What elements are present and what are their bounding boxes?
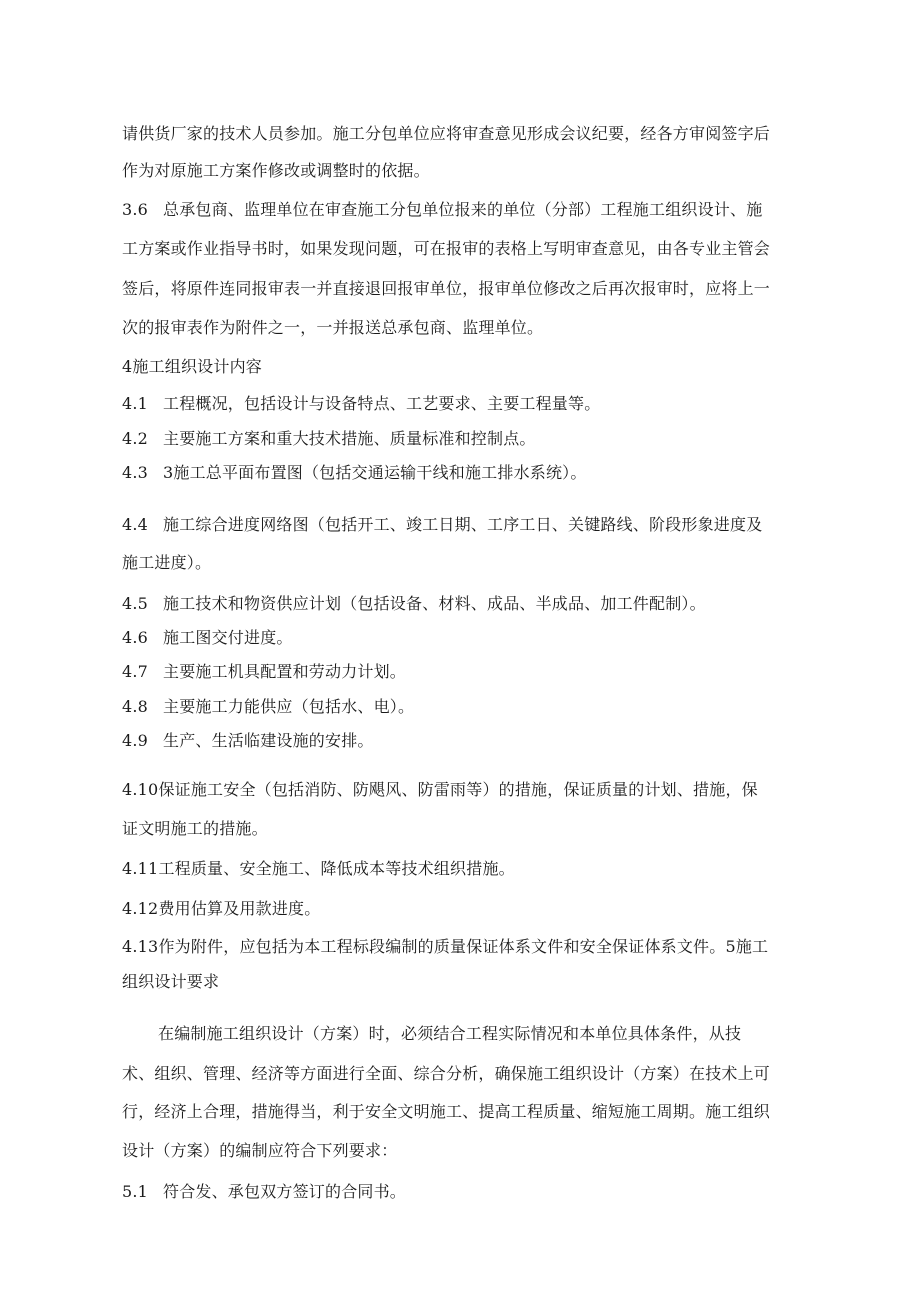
list-item bbox=[122, 515, 812, 535]
paragraph-line: 设计（方案）的编制应符合下列要求： bbox=[122, 1141, 398, 1160]
item-text: 工程概况，包括设计与设备特点、工艺要求、主要工程量等。 bbox=[163, 394, 601, 413]
item-number: 4.10 bbox=[122, 780, 159, 799]
item-number: 4.7 bbox=[122, 662, 149, 681]
paragraph-line: 术、组织、管理、经济等方面进行全面、综合分析，确保施工组织设计（方案）在技术上可 bbox=[122, 1064, 771, 1083]
item-number: 4.3 bbox=[122, 463, 149, 482]
item-number: 5.1 bbox=[122, 1182, 149, 1201]
item-text: 生产、生活临建设施的安排。 bbox=[163, 731, 374, 750]
paragraph-line: 施工进度）。 bbox=[122, 553, 212, 572]
section-text: 总承包商、监理单位在审查施工分包单位报来的单位（分部）工程施工组织设计、施 bbox=[163, 200, 763, 219]
item-text: 作为附件，应包括为本工程标段编制的质量保证体系文件和安全保证体系文件。5施工 bbox=[158, 937, 769, 956]
list-item bbox=[122, 697, 812, 717]
paragraph-line: 在编制施工组织设计（方案）时，必须结合工程实际情况和本单位具体条件，从技 bbox=[158, 1024, 742, 1043]
item-number: 4.11 bbox=[122, 859, 159, 878]
item-number: 4.6 bbox=[122, 628, 149, 647]
item-text: 主要施工力能供应（包括水、电）。 bbox=[163, 697, 415, 716]
item-number: 4.13 bbox=[122, 937, 159, 956]
item-text: 施工综合进度网络图（包括开工、竣工日期、工序工日、关键路线、阶段形象进度及 bbox=[163, 515, 763, 534]
list-item bbox=[122, 731, 812, 751]
item-text: 施工图交付进度。 bbox=[163, 628, 293, 647]
item-text: 主要施工机具配置和劳动力计划。 bbox=[163, 662, 407, 681]
item-number: 4.8 bbox=[122, 697, 149, 716]
list-item bbox=[122, 463, 812, 483]
item-text: 施工技术和物资供应计划（包括设备、材料、成品、半成品、加工件配制）。 bbox=[163, 594, 706, 613]
item-text: 费用估算及用款进度。 bbox=[158, 899, 321, 918]
item-text: 3施工总平面布置图（包括交通运输干线和施工排水系统）。 bbox=[163, 463, 587, 482]
paragraph-line: 证文明施工的措施。 bbox=[122, 819, 268, 838]
item-text: 主要施工方案和重大技术措施、质量标准和控制点。 bbox=[163, 429, 536, 448]
item-number: 4.1 bbox=[122, 394, 149, 413]
list-item bbox=[122, 594, 812, 614]
list-item bbox=[122, 429, 812, 449]
paragraph-line: 次的报审表作为附件之一，一并报送总承包商、监理单位。 bbox=[122, 318, 544, 337]
list-item bbox=[122, 628, 812, 648]
item-number: 4.2 bbox=[122, 429, 149, 448]
paragraph-line: 签后，将原件连同报审表一并直接退回报审单位，报审单位修改之后再次报审时，应将上一 bbox=[122, 279, 771, 298]
list-item bbox=[122, 780, 812, 800]
section-number: 3.6 bbox=[122, 200, 149, 219]
list-item bbox=[122, 937, 812, 957]
section-heading: 4施工组织设计内容 bbox=[122, 357, 262, 376]
paragraph-line: 组织设计要求 bbox=[122, 972, 220, 991]
paragraph-line: 请供货厂家的技术人员参加。施工分包单位应将审查意见形成会议纪要，经各方审阅签字后 bbox=[122, 124, 771, 143]
paragraph-line: 作为对原施工方案作修改或调整时的依据。 bbox=[122, 161, 430, 180]
item-number: 4.9 bbox=[122, 731, 149, 750]
list-item bbox=[122, 859, 812, 879]
item-text: 符合发、承包双方签订的合同书。 bbox=[163, 1182, 407, 1201]
list-item bbox=[122, 899, 812, 919]
list-item bbox=[122, 662, 812, 682]
paragraph-line: 行，经济上合理，措施得当，利于安全文明施工、提高工程质量、缩短施工周期。施工组织 bbox=[122, 1102, 771, 1121]
list-item bbox=[122, 1182, 812, 1202]
item-number: 4.4 bbox=[122, 515, 149, 534]
item-text: 工程质量、安全施工、降低成本等技术组织措施。 bbox=[158, 859, 515, 878]
item-number: 4.12 bbox=[122, 899, 159, 918]
item-text: 保证施工安全（包括消防、防飓风、防雷雨等）的措施，保证质量的计划、措施，保 bbox=[158, 780, 758, 799]
item-number: 4.5 bbox=[122, 594, 149, 613]
list-item bbox=[122, 394, 812, 414]
section-3-6-line bbox=[122, 200, 812, 220]
paragraph-line: 工方案或作业指导书时，如果发现问题，可在报审的表格上写明审查意见，由各专业主管会 bbox=[122, 239, 771, 258]
